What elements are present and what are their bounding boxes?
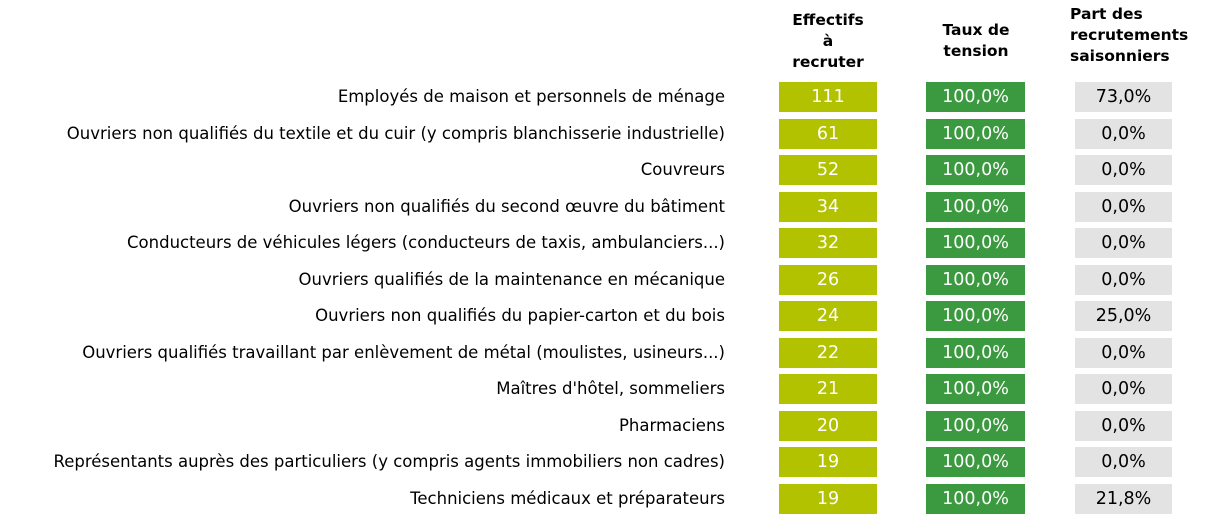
row-label: Maîtres d'hôtel, sommeliers	[496, 379, 725, 398]
row-label: Couvreurs	[640, 160, 725, 179]
effectifs-cell: 111	[779, 82, 877, 112]
row-label: Ouvriers non qualifiés du textile et du cuir (y compris blanchisserie industrielle)	[66, 123, 725, 143]
saisonniers-cell: 0,0%	[1075, 119, 1172, 149]
tension-cell: 100,0%	[926, 192, 1025, 222]
saisonniers-cell: 0,0%	[1075, 228, 1172, 258]
table-row	[0, 228, 1206, 258]
table-row	[0, 338, 1206, 368]
tension-cell: 100,0%	[926, 338, 1025, 368]
table-row	[0, 484, 1206, 514]
header-tension-line: tension	[943, 42, 1009, 60]
tension-cell: 100,0%	[926, 411, 1025, 441]
saisonniers-cell: 21,8%	[1075, 484, 1172, 514]
header-effectifs-line: recruter	[792, 53, 864, 71]
row-label: Représentants auprès des particuliers (y compris agents immobiliers non cadres)	[53, 452, 725, 471]
tension-cell: 100,0%	[926, 155, 1025, 185]
header-tension	[926, 20, 1026, 62]
header-saisonniers-line: saisonniers	[1070, 47, 1170, 65]
saisonniers-cell: 0,0%	[1075, 411, 1172, 441]
row-label: Techniciens médicaux et préparateurs	[410, 488, 725, 508]
tension-cell: 100,0%	[926, 484, 1025, 514]
effectifs-cell: 61	[779, 119, 877, 149]
header-saisonniers-line: recrutements	[1070, 26, 1189, 44]
effectifs-cell: 34	[779, 192, 877, 222]
table-row	[0, 301, 1206, 331]
row-label: Employés de maison et personnels de ménage	[337, 87, 725, 106]
row-label: Conducteurs de véhicules légers (conducteurs de taxis, ambulanciers...)	[127, 233, 725, 252]
saisonniers-cell: 73,0%	[1075, 82, 1172, 112]
table-row	[0, 411, 1206, 441]
row-label: Ouvriers non qualifiés du second œuvre du bâtiment	[288, 196, 725, 216]
effectifs-cell: 26	[779, 265, 877, 295]
header-effectifs-line: à	[822, 32, 834, 50]
effectifs-cell: 24	[779, 301, 877, 331]
table-row	[0, 374, 1206, 404]
table-row	[0, 119, 1206, 149]
table-row	[0, 155, 1206, 185]
effectifs-cell: 21	[779, 374, 877, 404]
saisonniers-cell: 0,0%	[1075, 192, 1172, 222]
saisonniers-cell: 0,0%	[1075, 338, 1172, 368]
tension-cell: 100,0%	[926, 228, 1025, 258]
header-tension-line: Taux de	[942, 21, 1010, 39]
effectifs-cell: 22	[779, 338, 877, 368]
saisonniers-cell: 0,0%	[1075, 155, 1172, 185]
effectifs-cell: 20	[779, 411, 877, 441]
table-row	[0, 192, 1206, 222]
effectifs-cell: 32	[779, 228, 877, 258]
table-row	[0, 265, 1206, 295]
tension-cell: 100,0%	[926, 119, 1025, 149]
saisonniers-cell: 25,0%	[1075, 301, 1172, 331]
header-saisonniers	[1070, 4, 1206, 67]
tension-cell: 100,0%	[926, 301, 1025, 331]
table-row	[0, 82, 1206, 112]
saisonniers-cell: 0,0%	[1075, 265, 1172, 295]
effectifs-cell: 19	[779, 484, 877, 514]
effectifs-cell: 19	[779, 447, 877, 477]
tension-cell: 100,0%	[926, 374, 1025, 404]
tension-cell: 100,0%	[926, 82, 1025, 112]
header-effectifs-line: Effectifs	[792, 11, 864, 29]
header-saisonniers-line: Part des	[1070, 5, 1143, 23]
table-row	[0, 447, 1206, 477]
saisonniers-cell: 0,0%	[1075, 374, 1172, 404]
header-effectifs	[778, 10, 878, 73]
row-label: Ouvriers qualifiés de la maintenance en mécanique	[298, 269, 725, 289]
saisonniers-cell: 0,0%	[1075, 447, 1172, 477]
tension-cell: 100,0%	[926, 265, 1025, 295]
row-label: Ouvriers non qualifiés du papier-carton et du bois	[315, 306, 725, 325]
row-label: Ouvriers qualifiés travaillant par enlèvement de métal (moulistes, usineurs...)	[82, 342, 725, 362]
row-label: Pharmaciens	[618, 415, 725, 435]
tension-cell: 100,0%	[926, 447, 1025, 477]
effectifs-cell: 52	[779, 155, 877, 185]
